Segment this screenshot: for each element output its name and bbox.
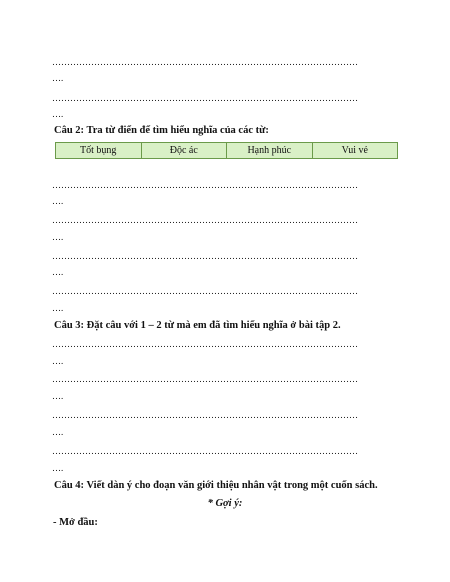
answer-line: ………………………………………………………………………………………… [52,410,358,420]
words-table [55,142,398,159]
answer-line: ………………………………………………………………………………………… [52,251,358,261]
answer-line-end: …. [52,427,64,437]
answer-line-end: …. [52,356,64,366]
answer-line-end: …. [52,391,64,401]
answer-line-end: …. [52,267,64,277]
answer-line: ………………………………………………………………………………………… [52,180,358,190]
answer-line: ………………………………………………………………………………………… [52,215,358,225]
hint-heading: * Gợi ý: [207,498,243,509]
answer-line-end: …. [52,196,64,206]
answer-line: ………………………………………………………………………………………… [52,57,358,67]
question-3-text: Câu 3: Đặt câu với 1 – 2 từ mà em đã tìm hiểu nghĩa ở bài tập 2. [54,320,341,331]
answer-line: ………………………………………………………………………………………… [52,339,358,349]
answer-line-end: …. [52,463,64,473]
word-cell: Vui vẻ [312,143,398,159]
answer-line-end: …. [52,303,64,313]
word-cell: Hạnh phúc [227,143,313,159]
answer-line-end: …. [52,73,64,83]
word-cell: Tốt bụng [56,143,142,159]
answer-line: ………………………………………………………………………………………… [52,446,358,456]
answer-line-end: …. [52,109,64,119]
intro-heading: - Mở đầu: [53,517,98,528]
question-4-text: Câu 4: Viết dàn ý cho đoạn văn giới thiệu nhân vật trong một cuốn sách. [54,480,378,491]
word-cell: Độc ác [141,143,227,159]
question-2-text: Câu 2: Tra từ điển để tìm hiểu nghĩa của các từ: [54,125,269,136]
answer-line: ………………………………………………………………………………………… [52,374,358,384]
answer-line-end: …. [52,232,64,242]
answer-line: ………………………………………………………………………………………… [52,286,358,296]
answer-line: ………………………………………………………………………………………… [52,93,358,103]
